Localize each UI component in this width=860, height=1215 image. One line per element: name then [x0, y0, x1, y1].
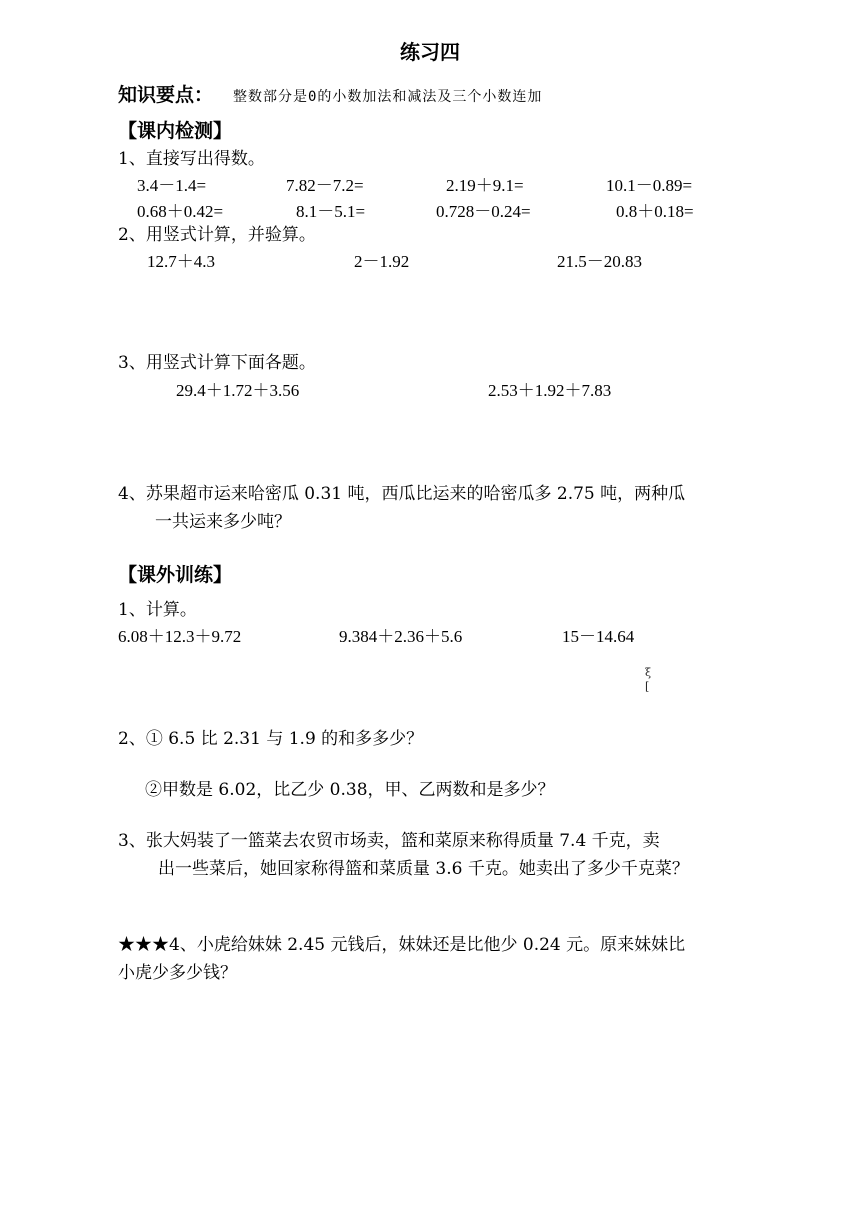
- stray-marks: [645, 666, 651, 694]
- key-points-text: 整数部分是0的小数加法和减法及三个小数连加: [233, 89, 543, 105]
- in-class-q3-expr: 29.4＋1.72＋3.56: [176, 381, 300, 400]
- in-class-q1-expr: 7.82－7.2=: [286, 176, 364, 195]
- outside-q1-expr: 9.384＋2.36＋5.6: [339, 627, 463, 646]
- in-class-q1-expr: 0.8＋0.18=: [616, 202, 694, 221]
- key-points-label: 知识要点：: [118, 84, 214, 106]
- in-class-q1-expr: 0.68＋0.42=: [137, 202, 224, 221]
- outside-q1-expr: 15－14.64: [562, 627, 635, 646]
- in-class-heading: 【课内检测】: [118, 120, 233, 142]
- outside-q3-line1: 3、张大妈装了一篮菜去农贸市场卖，篮和菜原来称得质量 7.4 千克，卖: [118, 831, 660, 851]
- in-class-q4-line1: 4、苏果超市运来哈密瓜 0.31 吨，西瓜比运来的哈密瓜多 2.75 吨，两种瓜: [118, 484, 686, 504]
- in-class-q3-prompt: 3、用竖式计算下面各题。: [118, 353, 316, 373]
- in-class-q2-prompt: 2、用竖式计算，并验算。: [118, 225, 316, 245]
- outside-class-heading: 【课外训练】: [118, 564, 233, 586]
- stray-mark: ξ: [645, 666, 652, 679]
- in-class-q2-expr: 2－1.92: [354, 252, 410, 271]
- outside-q1-expr: 6.08＋12.3＋9.72: [118, 627, 242, 646]
- outside-q2-part2: ②甲数是 6.02，比乙少 0.38，甲、乙两数和是多少？: [145, 780, 555, 800]
- outside-q4-line1: ★★★4、小虎给妹妹 2.45 元钱后，妹妹还是比他少 0.24 元。原来妹妹比: [118, 935, 686, 955]
- outside-q1-prompt: 1、计算。: [118, 600, 197, 620]
- in-class-q3-expr: 2.53＋1.92＋7.83: [488, 381, 612, 400]
- in-class-q1-expr: 8.1－5.1=: [296, 202, 366, 221]
- in-class-q1-prompt: 1、直接写出得数。: [118, 149, 265, 169]
- page-title: 练习四: [400, 40, 460, 64]
- outside-q2-part1: 2、① 6.5 比 2.31 与 1.9 的和多多少？: [118, 729, 424, 749]
- outside-q4-line2: 小虎少多少钱？: [118, 963, 237, 983]
- in-class-q2-expr: 21.5－20.83: [557, 252, 642, 271]
- in-class-q2-expr: 12.7＋4.3: [147, 252, 215, 271]
- in-class-q4-line2: 一共运来多少吨？: [155, 512, 291, 532]
- in-class-q1-expr: 10.1－0.89=: [606, 176, 693, 195]
- in-class-q1-expr: 0.728－0.24=: [436, 202, 531, 221]
- in-class-q1-expr: 2.19＋9.1=: [446, 176, 524, 195]
- in-class-q1-expr: 3.4－1.4=: [137, 176, 207, 195]
- outside-q3-line2: 出一些菜后，她回家称得篮和菜质量 3.6 千克。她卖出了多少千克菜？: [158, 859, 689, 879]
- stray-mark: [: [645, 680, 650, 693]
